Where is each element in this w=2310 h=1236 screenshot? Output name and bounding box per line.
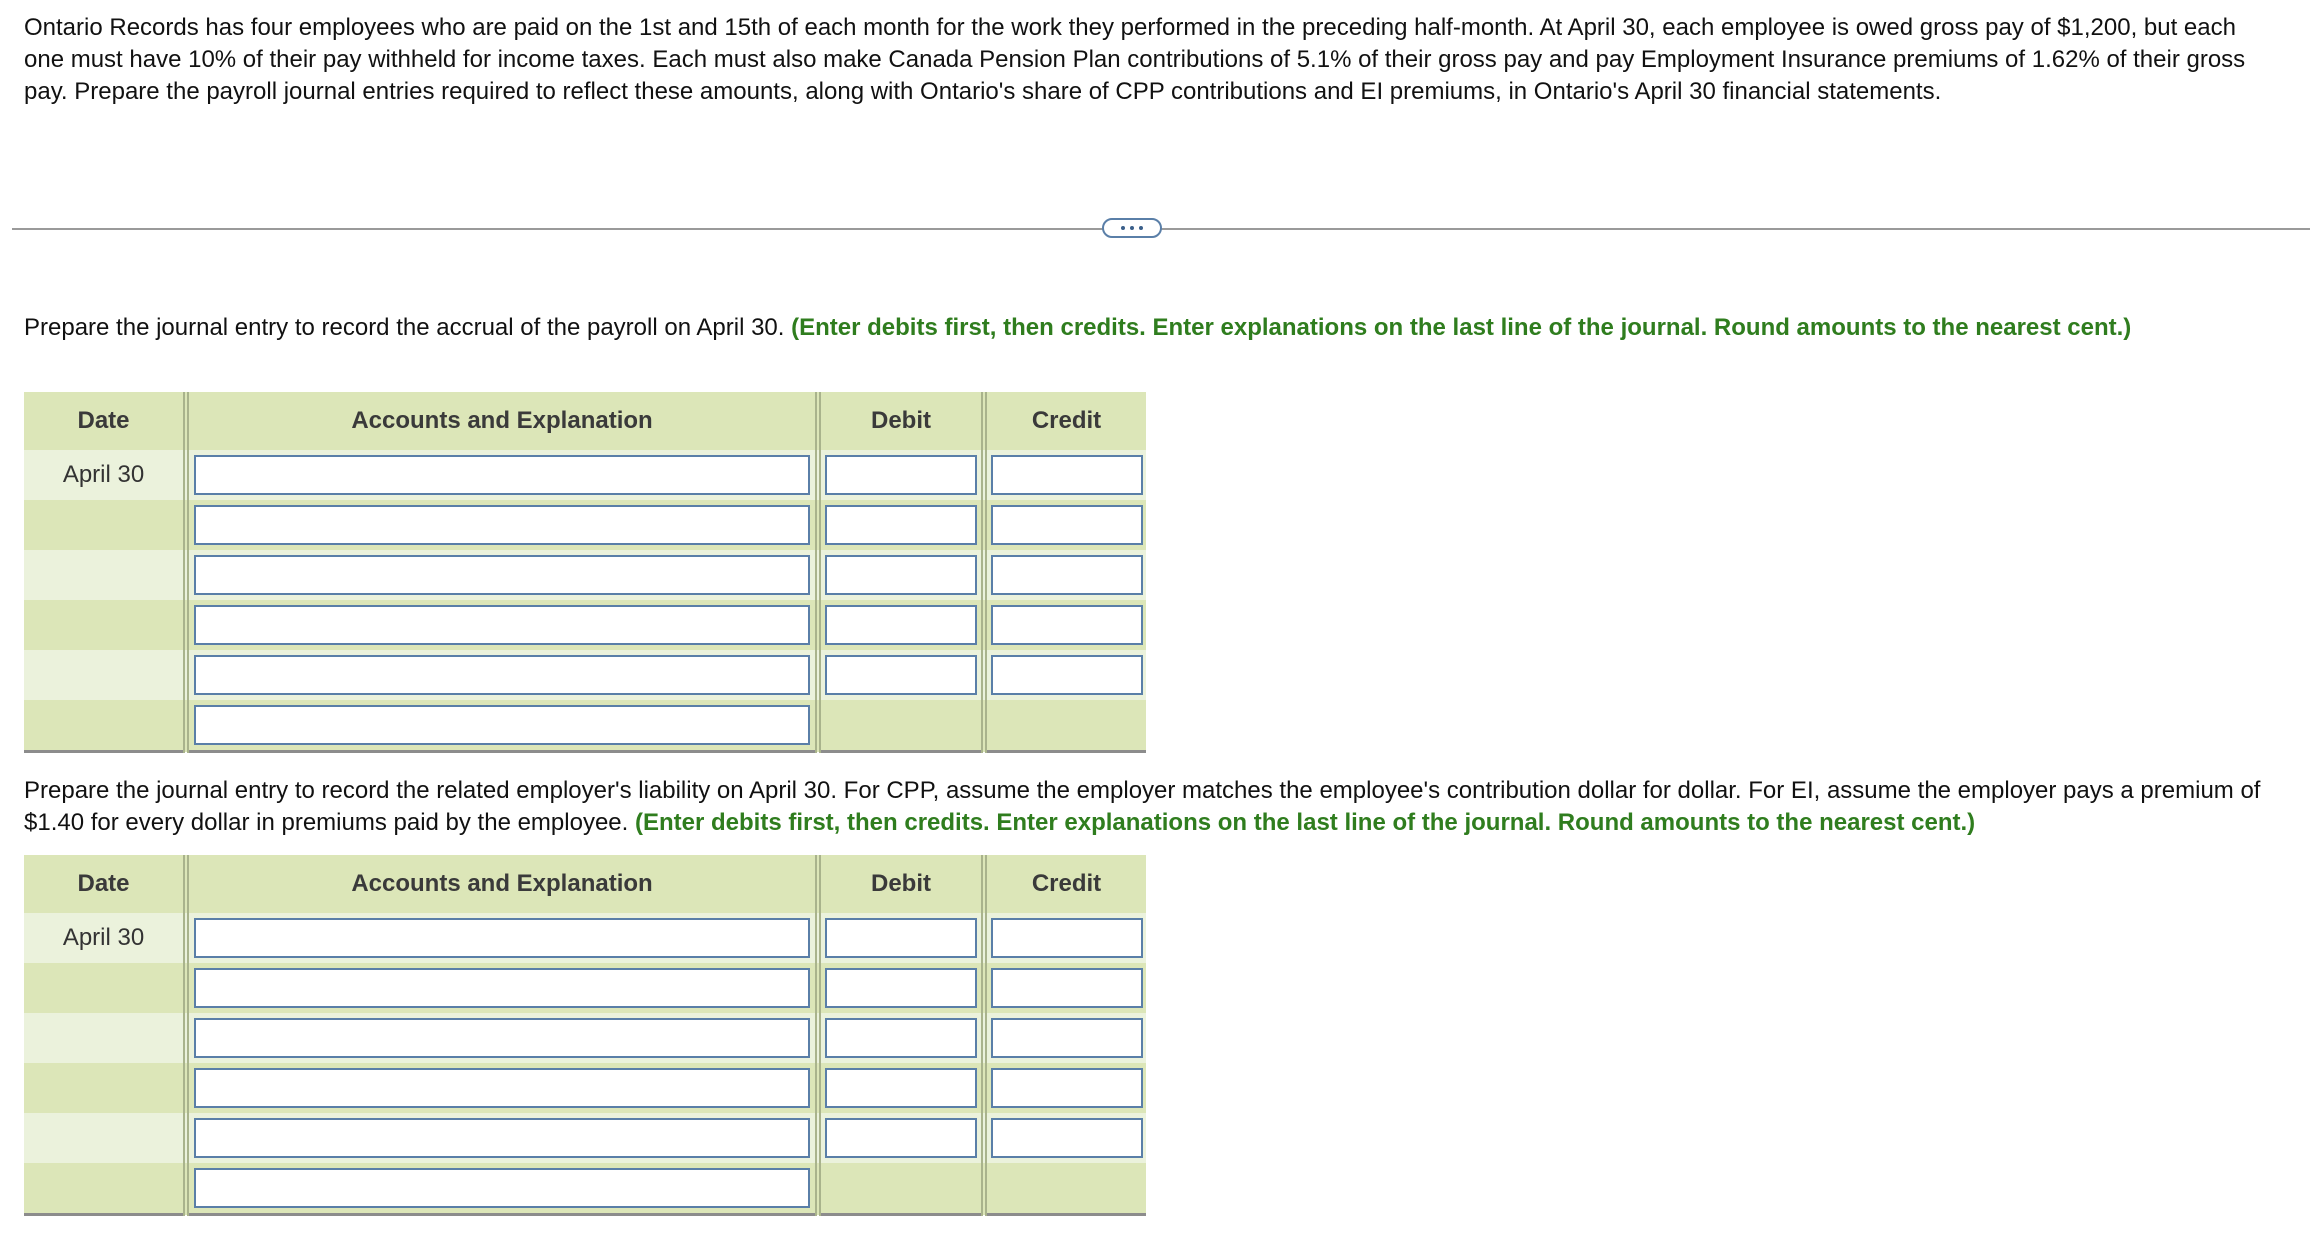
part1-instruction-text: Prepare the journal entry to record the accrual of the payroll on April 30. — [24, 314, 785, 341]
date-cell — [24, 963, 186, 1013]
date-cell — [24, 600, 186, 650]
debit-header: Debit — [818, 392, 984, 450]
empty-debit-cell — [818, 700, 984, 752]
journal-explanation-row — [24, 1163, 1146, 1215]
date-cell — [24, 1013, 186, 1063]
debit-input[interactable] — [825, 1018, 977, 1058]
accounts-header: Accounts and Explanation — [186, 392, 818, 450]
accounts-header: Accounts and Explanation — [186, 855, 818, 913]
account-input[interactable] — [194, 918, 810, 958]
date-cell — [24, 1113, 186, 1163]
debit-input[interactable] — [825, 605, 977, 645]
credit-input[interactable] — [991, 655, 1143, 695]
date-cell — [24, 700, 186, 752]
account-input[interactable] — [194, 505, 810, 545]
date-cell: April 30 — [24, 450, 186, 500]
credit-input[interactable] — [991, 455, 1143, 495]
journal-row — [24, 450, 1146, 500]
account-input[interactable] — [194, 605, 810, 645]
expand-more-button[interactable] — [1102, 218, 1162, 238]
part2-instruction — [24, 775, 2294, 839]
journal-row — [24, 550, 1146, 600]
date-cell — [24, 550, 186, 600]
journal-row — [24, 1063, 1146, 1113]
account-input[interactable] — [194, 1018, 810, 1058]
explanation-input[interactable] — [194, 1168, 810, 1208]
date-cell — [24, 1063, 186, 1113]
journal-header-row — [24, 855, 1146, 913]
journal-header-row — [24, 392, 1146, 450]
journal-row — [24, 650, 1146, 700]
part2-instruction-text: Prepare the journal entry to record the related employer's liability on April 30. For CPP, assume the employer matches the employee's contribution dollar for dollar. For EI, assume the employer pays a premium of $1.40 for every dollar in premiums paid by the employee. — [24, 777, 2261, 836]
date-cell — [24, 650, 186, 700]
account-input[interactable] — [194, 455, 810, 495]
debit-input[interactable] — [825, 555, 977, 595]
credit-header: Credit — [984, 855, 1146, 913]
part1-instruction-hint: (Enter debits first, then credits. Enter explanations on the last line of the journal. Round amounts to the nearest cent.) — [791, 314, 2132, 341]
account-input[interactable] — [194, 555, 810, 595]
account-input[interactable] — [194, 655, 810, 695]
account-input[interactable] — [194, 1118, 810, 1158]
part1-instruction — [24, 312, 2294, 344]
date-header: Date — [24, 392, 186, 450]
credit-input[interactable] — [991, 1018, 1143, 1058]
credit-input[interactable] — [991, 968, 1143, 1008]
debit-input[interactable] — [825, 505, 977, 545]
empty-credit-cell — [984, 1163, 1146, 1215]
credit-input[interactable] — [991, 505, 1143, 545]
part2-journal-table — [24, 855, 1146, 1216]
debit-input[interactable] — [825, 655, 977, 695]
journal-row — [24, 1013, 1146, 1063]
journal-row — [24, 963, 1146, 1013]
debit-input[interactable] — [825, 1068, 977, 1108]
credit-input[interactable] — [991, 555, 1143, 595]
credit-input[interactable] — [991, 1118, 1143, 1158]
journal-explanation-row — [24, 700, 1146, 752]
ellipsis-icon — [1121, 226, 1143, 230]
credit-input[interactable] — [991, 918, 1143, 958]
credit-header: Credit — [984, 392, 1146, 450]
debit-input[interactable] — [825, 455, 977, 495]
debit-input[interactable] — [825, 968, 977, 1008]
journal-row — [24, 600, 1146, 650]
journal-row — [24, 500, 1146, 550]
empty-debit-cell — [818, 1163, 984, 1215]
empty-credit-cell — [984, 700, 1146, 752]
date-cell — [24, 500, 186, 550]
date-cell — [24, 1163, 186, 1215]
credit-input[interactable] — [991, 605, 1143, 645]
account-input[interactable] — [194, 968, 810, 1008]
account-input[interactable] — [194, 1068, 810, 1108]
journal-row — [24, 1113, 1146, 1163]
date-cell: April 30 — [24, 913, 186, 963]
credit-input[interactable] — [991, 1068, 1143, 1108]
debit-header: Debit — [818, 855, 984, 913]
date-header: Date — [24, 855, 186, 913]
part2-instruction-hint: (Enter debits first, then credits. Enter explanations on the last line of the journal. Round amounts to the nearest cent.) — [634, 809, 1976, 836]
explanation-input[interactable] — [194, 705, 810, 745]
part1-journal-table — [24, 392, 1146, 753]
debit-input[interactable] — [825, 918, 977, 958]
debit-input[interactable] — [825, 1118, 977, 1158]
problem-statement: Ontario Records has four employees who are paid on the 1st and 15th of each month for the work they performed in the preceding half-month. At April 30, each employee is owed gross pay of $1,200, but each one must have 10% of their pay withheld for income taxes. Each must also make Canada Pension Plan contributions of 5.1% of their gross pay and pay Employment Insurance premiums of 1.62% of their gross pay. Prepare the payroll journal entries required to reflect these amounts, along with Ontario's share of CPP contributions and EI premiums, in Ontario's April 30 financial statements. — [24, 14, 2246, 105]
journal-row — [24, 913, 1146, 963]
